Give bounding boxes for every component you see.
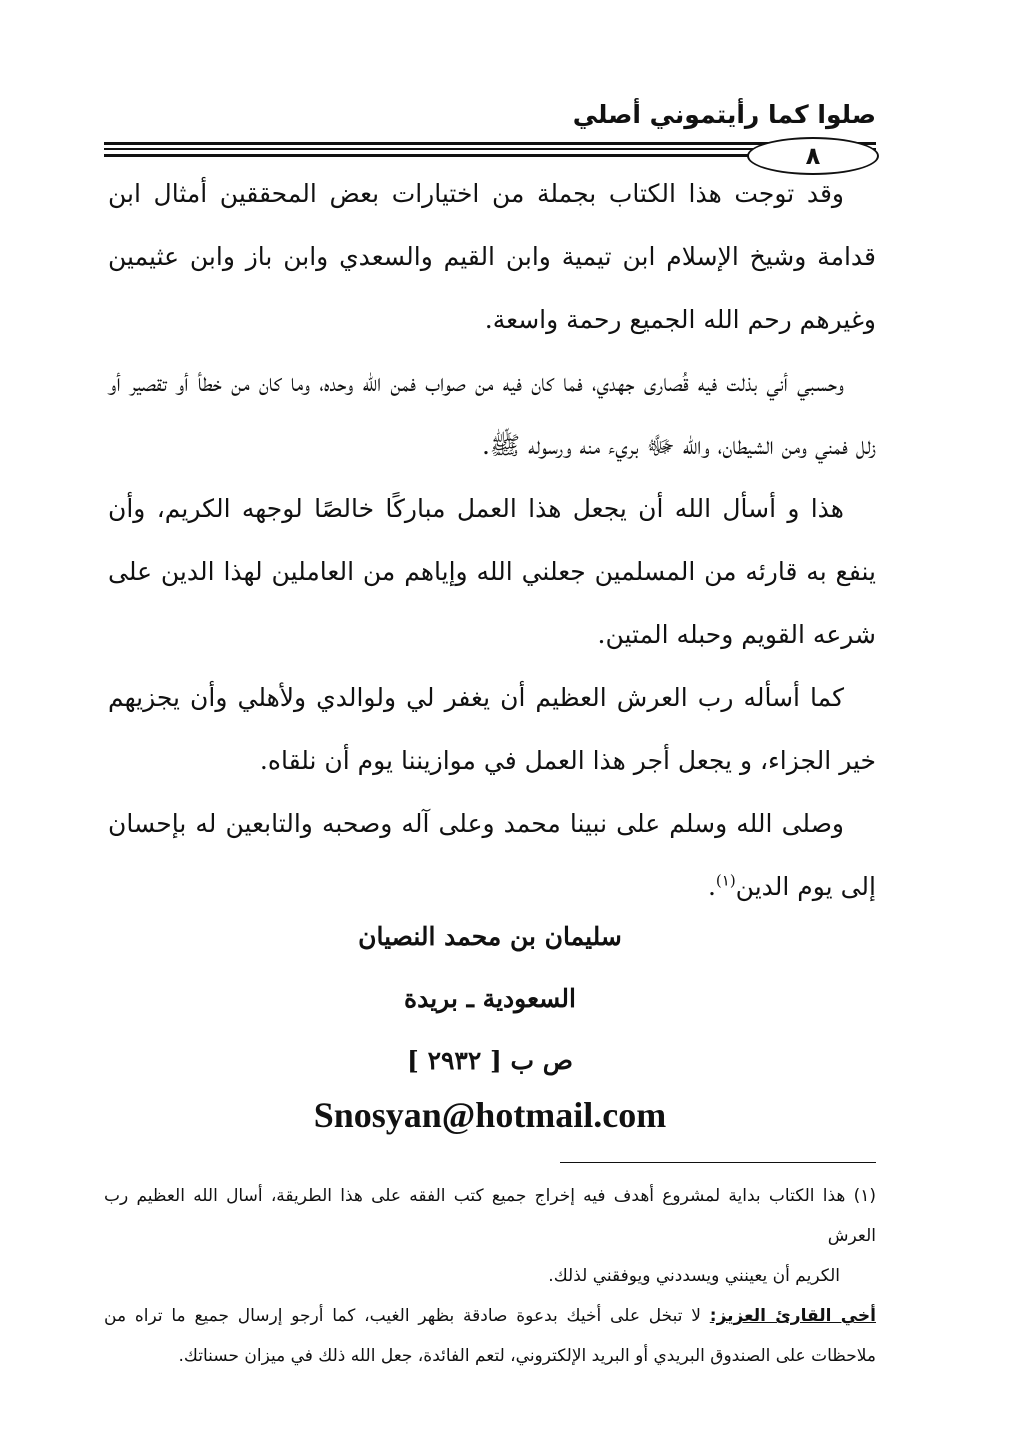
paragraph: كما أسأله رب العرش العظيم أن يغفر لي ولوالدي ولأهلي وأن يجزيهم خير الجزاء، و يجعل أجر هذا العمل في موازيننا يوم أن نلقاه.	[108, 683, 876, 775]
footnote-marker: (١)	[715, 871, 736, 890]
footnote-1-continued: الكريم أن يعينني ويسددني ويوفقني لذلك.	[548, 1266, 840, 1286]
closing-paragraph	[108, 792, 876, 918]
reader-note-label: أخي القارئ العزيز:	[709, 1306, 877, 1326]
closing-text: وصلى الله وسلم على نبينا محمد وعلى آله وصحبه والتابعين له بإحسان إلى يوم الدين	[108, 809, 876, 901]
closing-end: .	[707, 872, 716, 901]
header-title: صلوا كما رأيتموني أصلي	[572, 100, 876, 129]
footnote-separator	[560, 1162, 876, 1163]
author-city: السعودية ـ بريدة	[404, 984, 576, 1013]
reader-note	[104, 1296, 876, 1376]
author-name: سليمان بن محمد النصيان	[358, 922, 622, 951]
footnotes	[104, 1176, 876, 1376]
paragraph: وحسبي أني بذلت فيه قُصارى جهدي، فما كان فيه من صواب فمن الله وحده، وما كان من خطأ أو تقصير أو زلل فمني ومن الشيطان، والله ﷻ بريء منه ورسوله ﷺ.	[108, 368, 876, 460]
paragraph: هذا و أسأل الله أن يجعل هذا العمل مباركًا خالصًا لوجهه الكريم، وأن ينفع به قارئه من المسلمين جعلني الله وإياهم من العاملين لهذا الدين على شرعه القويم وحبله المتين.	[108, 494, 876, 649]
paragraph: وقد توجت هذا الكتاب بجملة من اختيارات بعض المحققين أمثال ابن قدامة وشيخ الإسلام ابن تيمية وابن القيم والسعدي وابن باز وابن عثيمين وغيرهم رحم الله الجميع رحمة واسعة.	[108, 179, 876, 334]
body-text	[108, 162, 876, 918]
footnote-1: (١) هذا الكتاب بداية لمشروع أهدف فيه إخراج جميع كتب الفقه على هذا الطريقة، أسال الله العظيم رب العرش	[104, 1186, 876, 1246]
po-box: ص ب [ ٢٩٣٢ ]	[407, 1046, 573, 1075]
author-email: Snosyan@hotmail.com	[313, 1095, 667, 1135]
page-number: ٨	[747, 137, 879, 175]
reader-note-text: لا تبخل على أخيك بدعوة صادقة بظهر الغيب، كما أرجو إرسال جميع ما تراه من ملاحظات على الصندوق البريدي أو البريد الإلكتروني، لتعم الفائدة، جعل الله ذلك في ميزان حسناتك.	[104, 1306, 876, 1366]
